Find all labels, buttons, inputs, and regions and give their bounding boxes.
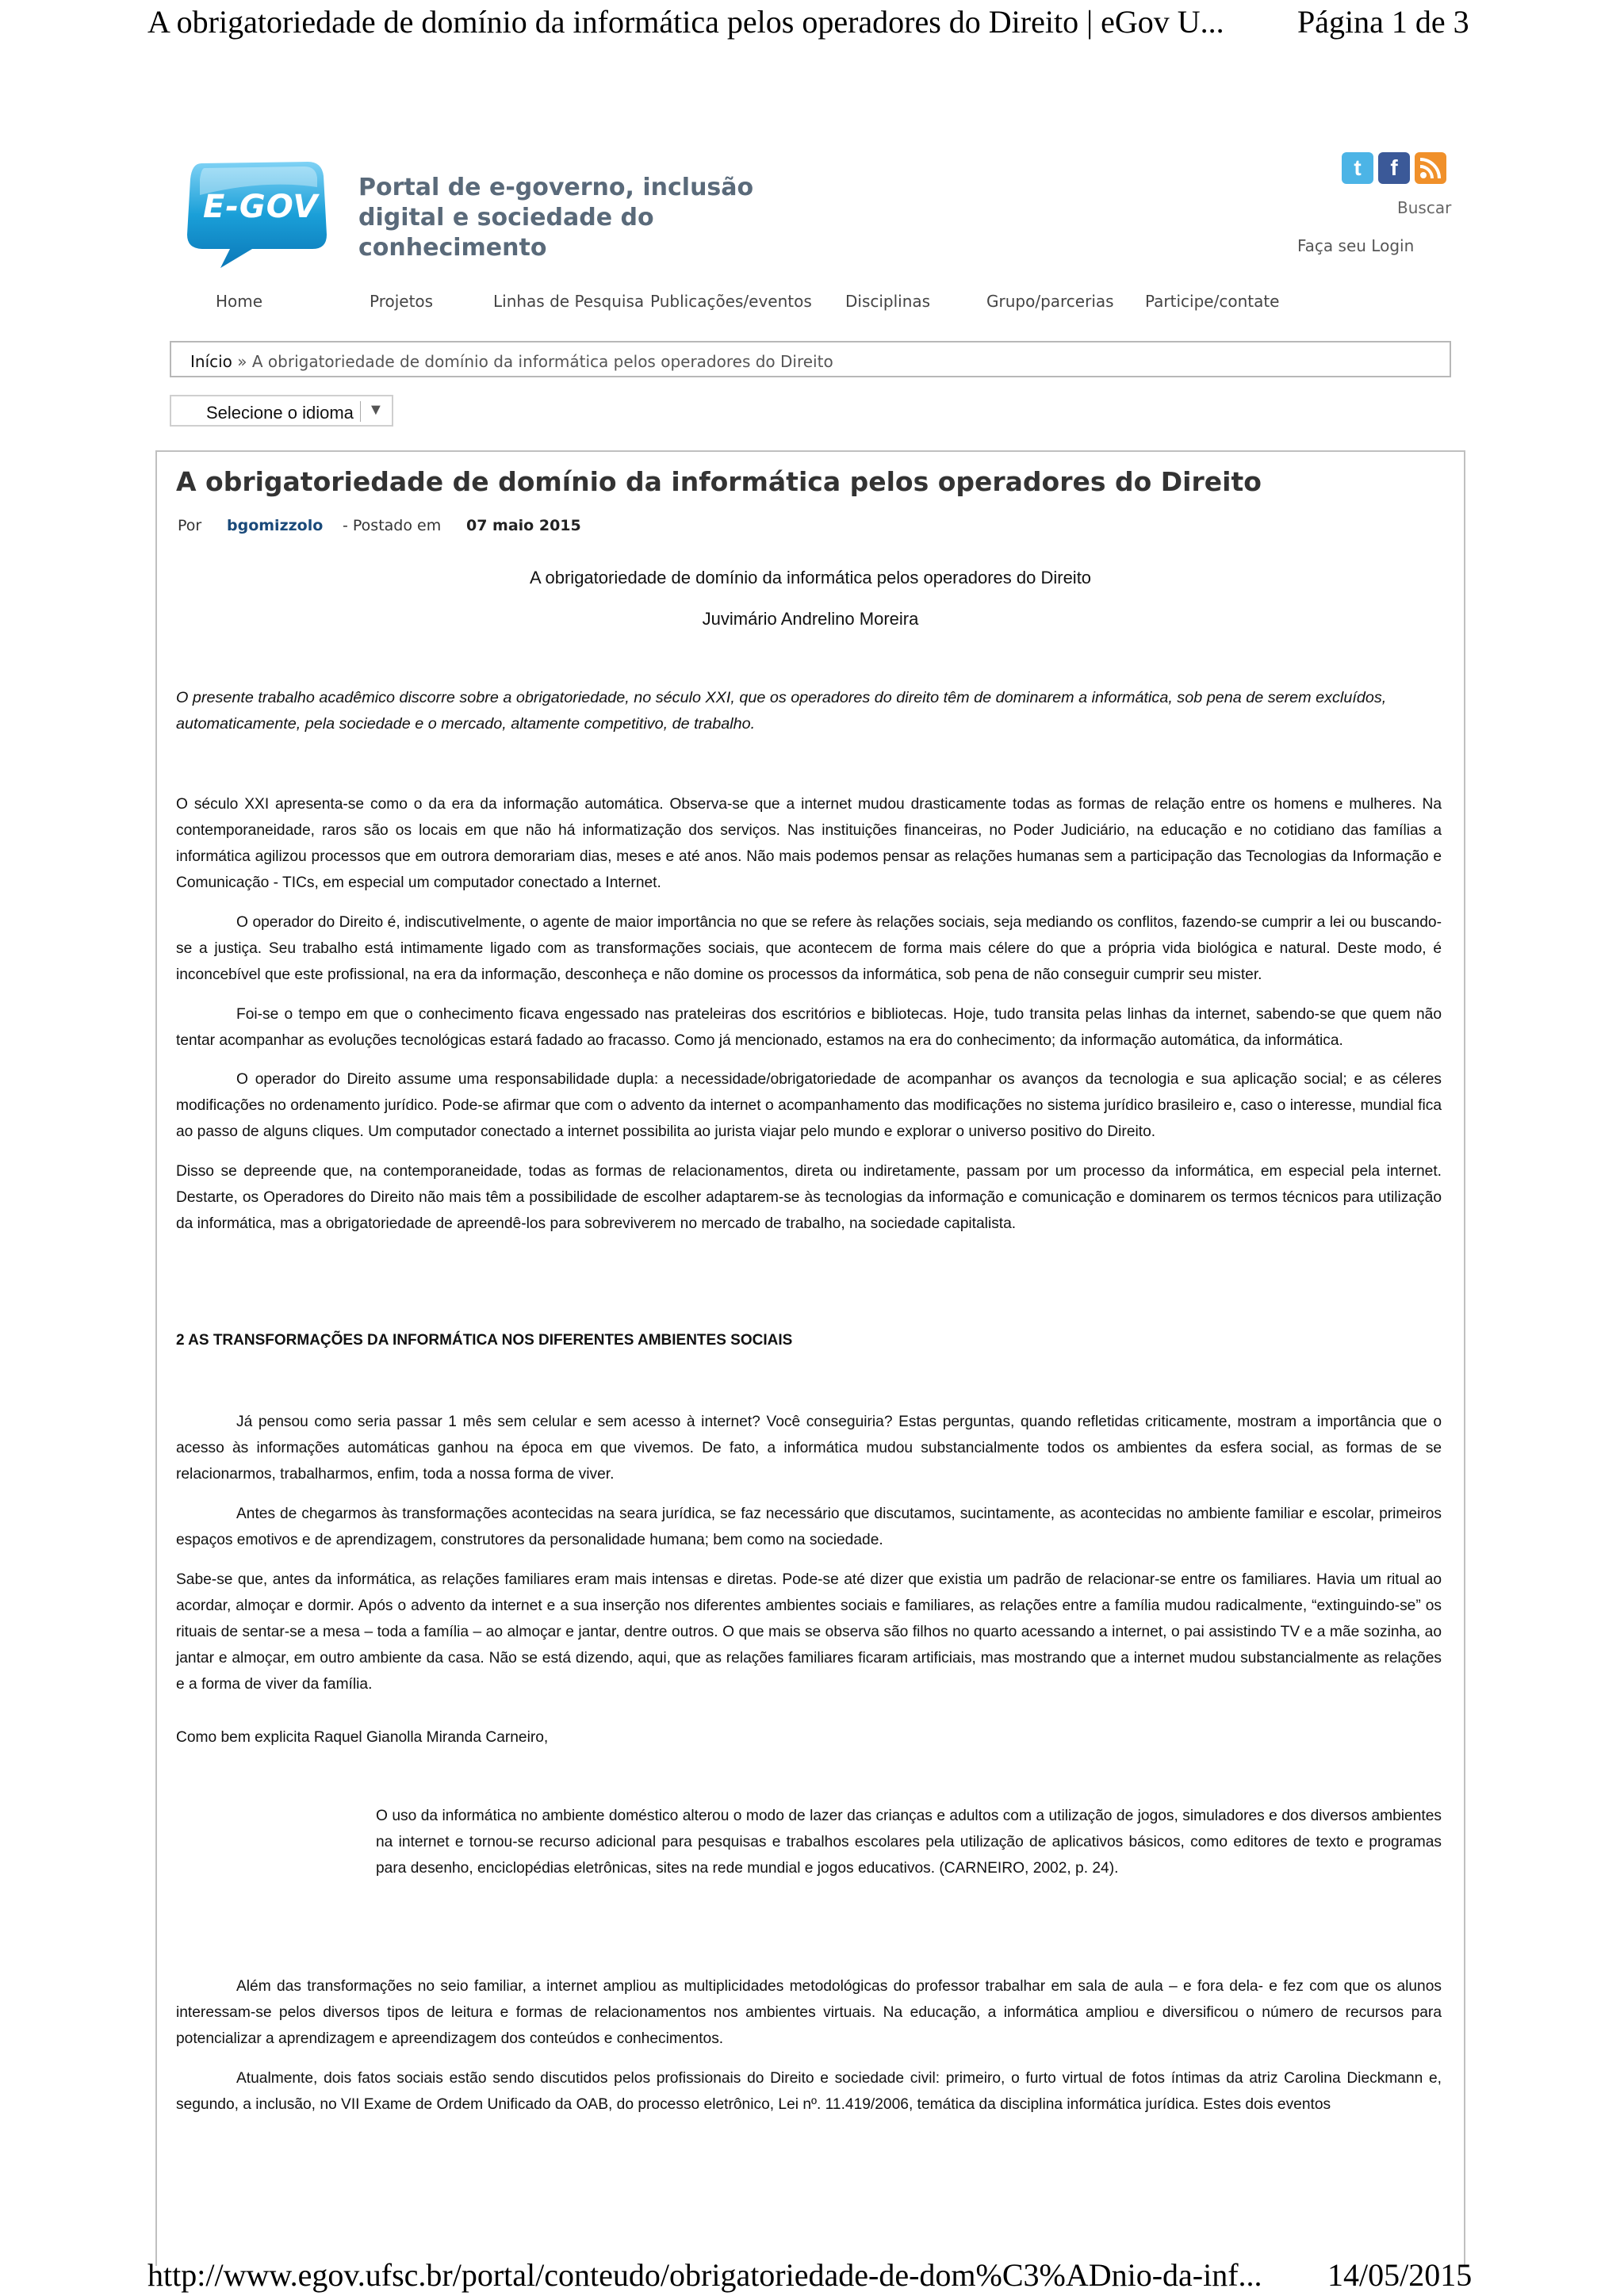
login-link[interactable]: Faça seu Login bbox=[1297, 236, 1415, 255]
print-header bbox=[0, 0, 1624, 48]
document-title: A obrigatoriedade de domínio da informática pelos operadores do Direito bbox=[529, 568, 1092, 587]
nav-grupo-parcerias[interactable]: Grupo/parcerias bbox=[986, 292, 1114, 311]
twitter-icon[interactable]: t bbox=[1342, 152, 1373, 184]
section-heading: 2 AS TRANSFORMAÇÕES DA INFORMÁTICA NOS DIFERENTES AMBIENTES SOCIAIS bbox=[176, 1332, 793, 1349]
byline-by-label: Por bbox=[178, 517, 202, 534]
paragraph-4: O operador do Direito assume uma responsabilidade dupla: a necessidade/obrigatoriedade de acompanhar os avanços da tecnologia e sua aplicação social; e as céleres modificações no ordenamento jurídico. Pode-se afirmar que com o advento da internet o acompanhamento das modificações no sistema jurídico brasileiro e, caso o interesse, mundial fica ao passo de alguns cliques. Um computador conectado a internet possibilita ao jurista viajar pelo mundo e explorar o universo positivo do Direito. bbox=[176, 1071, 1442, 1140]
language-select-label: Selecione o idioma bbox=[206, 403, 354, 423]
breadcrumb-separator: » bbox=[232, 352, 252, 371]
author-link[interactable]: bgomizzolo bbox=[227, 517, 324, 534]
nav-linhas-de-pesquisa[interactable]: Linhas de Pesquisa bbox=[493, 292, 645, 311]
site-title: Portal de e-governo, inclusão digital e sociedade do conhecimento bbox=[358, 174, 754, 262]
paragraph-3: Foi-se o tempo em que o conhecimento ficava engessado nas prateleiras dos escritórios e bibliotecas. Hoje, tudo transita pelas linhas da internet, sabendo-se que quem não tentar acompanhar as evoluções tecnológicas estará fadado ao fracasso. Como já mencionado, estamos na era do conhecimento; da informação automática, da informática. bbox=[176, 1006, 1442, 1049]
egov-logo[interactable] bbox=[184, 155, 331, 271]
paragraph-2: O operador do Direito é, indiscutivelmente, o agente de maior importância no que se refere às relações sociais, seja mediando os conflitos, fazendo-se cumprir a lei ou buscando-se a justiça. Seu trabalho está intimamente ligado com as transformações sociais, que acontecem de forma mais célere do que a própria vida biológica e natural. Deste modo, é inconcebível que este profissional, na era da informação, desconheça e não domine os processos da informática, sob pena de não conseguir cumprir seu mister. bbox=[176, 914, 1442, 983]
closing-paragraph-2: Atualmente, dois fatos sociais estão sendo discutidos pelos profissionais do Direito e sociedade civil: primeiro, o furto virtual de fotos íntimas da atriz Carolina Dieckmann e, segundo, a inclusão, no VII Exame de Ordem Unificado da OAB, do processo eletrônico, Lei nº. 11.419/2006, temática da disciplina informática jurídica. Estes dois eventos bbox=[176, 2070, 1442, 2113]
breadcrumb bbox=[170, 341, 1451, 377]
facebook-icon[interactable]: f bbox=[1378, 152, 1410, 184]
logo-text: E-GOV bbox=[203, 189, 319, 225]
print-header-title: A obrigatoriedade de domínio da informática pelos operadores do Direito | eGov U... bbox=[147, 4, 1224, 40]
nav-home[interactable]: Home bbox=[216, 292, 263, 311]
language-select[interactable] bbox=[170, 395, 393, 427]
section-paragraph-1: Já pensou como seria passar 1 mês sem celular e sem acesso à internet? Você conseguiria? Estas perguntas, quando refletidas criticamente, mostram a importância que o acesso às informações automáticas ganhou na época em que vivemos. De fato, a informática mudou substancialmente todos os ambientes da esfera social, as formas de se relacionarmos, trabalharmos, enfim, toda a nossa forma de viver. bbox=[176, 1414, 1442, 1483]
nav-disciplinas[interactable]: Disciplinas bbox=[845, 292, 931, 311]
section-paragraph-4: Como bem explicita Raquel Gianolla Miranda Carneiro, bbox=[176, 1729, 549, 1746]
abstract: O presente trabalho acadêmico discorre sobre a obrigatoriedade, no século XXI, que os operadores do direito têm de dominarem a informática, sob pena de serem excluídos, automaticamente, pela sociedade e o mercado, altamente competitivo, de trabalho. bbox=[176, 689, 1387, 733]
article-box bbox=[155, 450, 1465, 2266]
section-paragraph-2: Antes de chegarmos às transformações acontecidas na seara jurídica, se faz necessário que discutamos, sucintamente, as acontecidas no ambiente familiar e escolar, primeiros espaços emotivos e de aprendizagem, construtores da personalidade humana; bem como na sociedade. bbox=[176, 1506, 1442, 1548]
main-nav bbox=[0, 292, 1624, 316]
article-byline bbox=[178, 517, 581, 534]
print-header-page-number: Página 1 de 3 bbox=[1297, 4, 1469, 40]
paragraph-5: Disso se depreende que, na contemporaneidade, todas as formas de relacionamentos, direta ou indiretamente, passam por um processo da informática, em especial pela internet. Destarte, os Operadores do Direito não mais têm a possibilidade de escolher adaptarem-se às tecnologias da informação e comunicação e dominarem os termos técnicos para utilização da informática, mas a obrigatoriedade de apreendê-los para sobreviverem no mercado de trabalho, na sociedade capitalista. bbox=[176, 1163, 1442, 1232]
nav-projetos[interactable]: Projetos bbox=[370, 292, 434, 311]
document-author: Juvimário Andrelino Moreira bbox=[702, 609, 919, 629]
closing-paragraph-1: Além das transformações no seio familiar, a internet ampliou as multiplicidades metodológicas do professor trabalhar em sala de aula – e fora dela- e fez com que os alunos interessam-se pelos diversos tipos de leitura e formas de relacionamentos nos ambientes virtuais. Na educação, a informática ampliou e diversificou o número de recursos para potencializar a aprendizagem e apreendizagem dos conteúdos e conhecimentos. bbox=[176, 1978, 1442, 2047]
print-footer-url: http://www.egov.ufsc.br/portal/conteudo/obrigatoriedade-de-dom%C3%ADnio-da-inf... bbox=[147, 2257, 1262, 2293]
breadcrumb-current: A obrigatoriedade de domínio da informática pelos operadores do Direito bbox=[251, 352, 833, 371]
article-title: A obrigatoriedade de domínio da informática pelos operadores do Direito bbox=[176, 466, 1262, 497]
search-link[interactable]: Buscar bbox=[1397, 198, 1452, 217]
section-paragraph-3: Sabe-se que, antes da informática, as relações familiares eram mais intensas e diretas. Pode-se até dizer que existia um padrão de relacionar-se entre os familiares. Havia um ritual ao acordar, almoçar e dormir. Após o advento da internet e a sua inserção nos diferentes ambientes sociais e familiares, as relações entre a família mudou radicalmente, “extinguindo-se” os rituais de sentar-se a mesa – toda a família – ao almoçar e jantar, dentre outros. O que mais se observa são filhos no quarto acessando a internet, o pai assistindo TV e a mãe sozinha, ao jantar e almoçar, em outro ambiente da casa. Não se está dizendo, aqui, que as relações familiares ficaram artificiais, mas mostrando que a internet mudou substancialmente as relações e a forma de viver da família. bbox=[176, 1571, 1442, 1693]
print-footer-date: 14/05/2015 bbox=[1327, 2257, 1473, 2293]
block-quote: O uso da informática no ambiente doméstico alterou o modo de lazer das crianças e adultos com a utilização de jogos, simuladores e dos diversos ambientes na internet e tornou-se recurso adicional para pesquisas e trabalhos escolares pela utilização de aplicativos básicos, como editores de texto e programas para desenho, enciclopédias eletrônicas, sites na rede mundial e jogos educativos. (CARNEIRO, 2002, p. 24). bbox=[376, 1808, 1442, 1877]
nav-publicacoes-eventos[interactable]: Publicações/eventos bbox=[650, 292, 812, 311]
rss-icon[interactable] bbox=[1415, 152, 1446, 184]
print-footer bbox=[0, 2256, 1624, 2296]
byline-posted-label: - Postado em bbox=[343, 517, 442, 534]
social-links bbox=[1342, 152, 1446, 187]
chevron-down-icon: ▼ bbox=[368, 401, 384, 419]
language-select-divider bbox=[360, 401, 361, 422]
post-date: 07 maio 2015 bbox=[466, 517, 581, 534]
breadcrumb-home[interactable]: Início bbox=[190, 352, 232, 371]
paragraph-1: O século XXI apresenta-se como o da era da informação automática. Observa-se que a internet mudou drasticamente todas as formas de relação entre os homens e mulheres. Na contemporaneidade, raros são os locais em que não há informatização dos serviços. Nas instituições financeiras, no Poder Judiciário, na educação e no cotidiano das famílias a informática agilizou processos que em outrora demorariam dias, meses e até anos. Não mais podemos pensar as relações humanas sem a participação das Tecnologias da Informação e Comunicação - TICs, em especial um computador conectado a Internet. bbox=[176, 796, 1442, 891]
nav-participe-contate[interactable]: Participe/contate bbox=[1145, 292, 1280, 311]
